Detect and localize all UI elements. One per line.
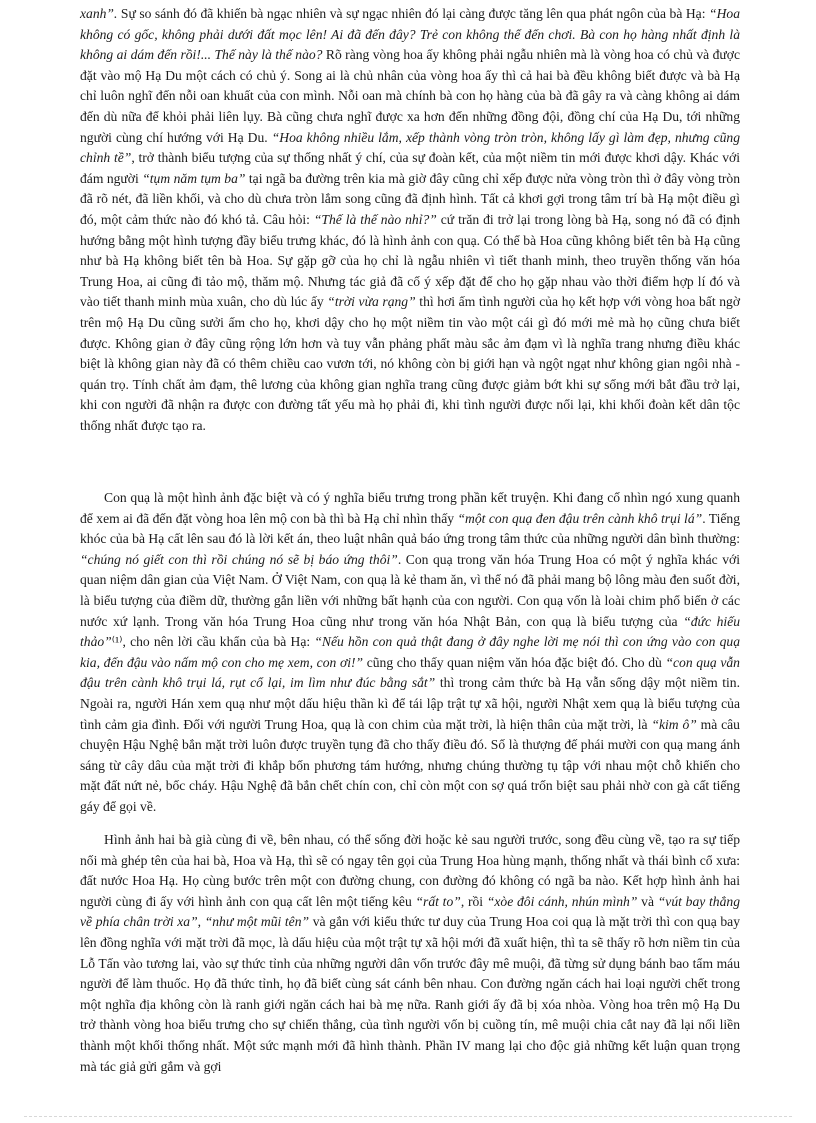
text-run: mà câu chuyện Hậu Nghệ bắn mặt trời luôn được truyền tụng đã cho thấy điều đó. Số là thượng đế phái mười con quạ mang ánh sáng từ cây dâu của mặt trời đi khắp bốn phương tám hướng, nhưng chúng thường tụ tập với nhau một chỗ khiến cho mặt đất nứt nẻ, bốc cháy. Hậu Nghệ đã bắn chết chín con, chỉ còn một con sợ quá trốn biệt sau phải nhờ con gà cất tiếng gáy để gọi về. [80,716,740,814]
italic-quote: “Thế là thế nào nhỉ?” [313,211,437,227]
text-run: , trở thành biểu tượng của sự thống nhất ý chí, của sự đoàn kết, của một niềm tin mới được khơi dậy. Khác với đám người [80,150,740,186]
text-run: cứ trăn đi trở lại trong lòng bà Hạ, song nó đã có định hướng bằng một hình tượng đầy biểu trưng khác, đó là hình ảnh con quạ. Có thể bà Hoa cũng không biết tên bà Hạ cũng như bà Hạ không biết tên bà Hoa. Sự gặp gỡ của họ chỉ là ngẫu nhiên vì tiết thanh minh, theo truyền thống văn hóa Trung Hoa, ai cũng đi tảo mộ, thăm mộ. Nhưng tác giả đã cố ý xếp đặt để cho họ gặp nhau vào thời điểm hợp lí đó và vào tiết thanh minh mùa xuân, cho dù lúc ấy [80,211,741,310]
italic-quote: “rất to” [415,893,461,909]
paragraph-3-text [80,830,740,1077]
text-run: và gắn với kiểu thức tư duy của Trung Hoa coi quạ là mặt trời thì con quạ bay lên đồng nghĩa với mặt trời đã mọc, là dấu hiệu của một trật tự xã hội mới đã xuất hiện, thì ta sẽ thấy rõ hơn niềm tin của Lỗ Tấn vào tương lai, vào sự thức tỉnh của những người dân vốn trước đây mê muội, đã từng sử dụng bánh bao tẩm máu người để làm thuốc. Họ đã thức tỉnh, họ đã biết cùng sát cánh bên nhau. Con đường ngăn cách hai loại người chết trong một nghĩa địa không còn là ranh giới ngăn cách hai bà mẹ nữa. Ranh giới ấy đã bị xóa nhòa. Vòng hoa trên mộ Hạ Du trở thành vòng hoa biểu trưng cho sự chiến thắng, của tình người vốn bị cuồng tín, mê muội chia cắt nay đã lại nối liền thành một khối thống nhất. Một sức mạnh mới đã hình thành. Phần IV mang lại cho độc giả những kết luận quan trọng mà tác giả gửi gắm và gợi [80,914,740,1074]
text-run: tại ngã ba đường trên kia mà giờ đây cũng chỉ xếp được nửa vòng tròn thì ở đây vòng tròn đã rõ nét, đã liền khối, và cho dù chưa tròn lắm song cũng đã định hình. Tất cả khơi gợi trong tâm trí bà Hạ một điều gì đó, một cảm thức nào đó khó tả. Câu hỏi: [80,170,740,227]
text-run: cũng cho thấy quan niệm văn hóa đặc biệt đó. Cho dù [363,654,666,670]
paragraph-1-text [80,4,740,436]
body-paragraph-3 [80,830,740,1077]
text-run: Con quạ là một hình ảnh đặc biệt và có ý nghĩa biểu trưng trong phần kết truyện. Khi đang cố nhìn ngó xung quanh để xem ai đã đến đặt vòng hoa lên mộ con bà thì bà Hạ chỉ nhìn thấy [80,490,740,526]
italic-quote: “trời vừa rạng” [327,294,416,310]
text-run: ⁽¹⁾, cho nên lời cầu khẩn của bà Hạ: [111,634,315,650]
italic-quote: “Hoa không nhiều lắm, xếp thành vòng tròn tròn, không lấy gì làm đẹp, nhưng cũng chỉnh tề” [80,129,740,166]
text-run: và [637,893,658,909]
italic-quote: “như một mũi tên” [204,914,310,930]
italic-quote: “kim ô” [651,716,697,732]
italic-quote: “Nếu hồn con quả thật đang ở đây nghe lời mẹ nói thì con ứng vào con quạ kia, đến đậu vào nấm mộ con cho mẹ xem, con ơi!” [80,634,740,670]
italic-quote: “vút bay thẳng về phía chân trời xa” [80,893,740,930]
text-run: Hình ảnh hai bà già cùng đi về, bên nhau, có thể sống đời hoặc kẻ sau người trước, song đều cùng về, tạo ra sự tiếp nối mà ghép tên của hai bà, Hoa và Hạ, thì sẽ có ngay tên gọi của Trung Hoa hùng mạnh, thống nhất và thái bình cổ xưa: đất nước Hoa Hạ. Họ cùng bước trên một con đường chung, con đường đó không có ngã ba nào. Kết hợp hình ảnh hai người cùng đi ấy với hình ảnh con quạ cất lên một tiếng kêu [80,832,740,909]
italic-quote: “xòe đôi cánh, nhún mình” [486,893,638,909]
text-run: , rồi [460,893,487,909]
italic-quote: “Hoa không có gốc, không phải dưới đất mọc lên! Ai đã đến đây? Trẻ con không thể đến chơi. Bà con họ hàng nhất định là không ai dám đến rồi!... Thế này là thế nào? [80,6,740,63]
italic-quote: “chúng nó giết con thì rồi chúng nó sẽ bị báo ứng thôi” [80,551,398,567]
italic-quote: “tụm năm tụm ba” [142,170,246,186]
italic-quote: “một con quạ đen đậu trên cành khô trụi lá” [457,510,703,526]
italic-quote: “con quạ vẫn đậu trên cành khô trụi lá, rụt cổ lại, im lìm như đúc bằng sắt” [80,654,740,691]
page-bottom-rule [24,1116,792,1117]
text-run: Rõ ràng vòng hoa ấy không phải ngẫu nhiên mà là vòng hoa có chủ và được đặt vào mộ Hạ Du một cách có chủ ý. Song ai là chủ nhân của vòng hoa ấy thì cả hai bà đều không biết được và bà Hạ chỉ luôn nghĩ đến nỗi oan khuất của con mình. Nỗi oan mà chính bà con họ hàng của bà đã gây ra và càng không ai dám đến dù nữa để khỏi phải liên lụy. Bà cũng chưa nghĩ được xa hơn đến những đồng đội, đồng chí của Hạ Du, tới những người cùng chí hướng với Hạ Du. [80,47,740,145]
text-run: thì trong cảm thức bà Hạ vẫn sống dậy một niềm tin. Ngoài ra, người Hán xem quạ như một dấu hiệu thần kì để tái lập trật tự xã hội, người Nhật xem quạ là biểu tượng của tình cảm gia đình. Đối với người Trung Hoa, quạ là con chim của mặt trời, là hiện thân của mặt trời, là [80,675,741,732]
italic-quote: xanh”. [80,6,118,21]
italic-quote: “đức hiếu thảo” [80,613,740,650]
body-paragraph-1 [80,4,740,436]
text-run: . Con quạ trong văn hóa Trung Hoa có một ý nghĩa khác với quan niệm dân gian của Việt Nam. Ở Việt Nam, con quạ là kẻ tham ăn, vì thế nó đã phải mang bộ lông màu đen suốt đời, là biểu tượng của điềm dữ, thường gắn liền với những bất hạnh của con người. Con quạ vốn là loài chim phổ biến ở các nước xứ lạnh. Trong văn hóa Trung Hoa cũng như trong văn hóa Nhật Bản, con quạ là biểu tượng của [80,551,741,629]
text-run: , [197,914,205,930]
body-paragraph-2 [80,488,740,818]
text-run: thì hơi ấm tình người của họ kết hợp với vòng hoa bất ngờ trên mộ Hạ Du cũng sưởi ấm cho họ, khơi dậy cho họ một niềm tin vào một cái gì đó mới mẻ mà họ cũng chưa biết được. Không gian ở đây cũng rộng lớn hơn và tuy vẫn phảng phất màu sắc ảm đạm vì là nghĩa trang nhưng điều khác biệt là không gian này đã có thêm chiều cao vươn tới, nó không còn bị giới hạn và ngột ngạt như không gian ngôi nhà - quán trọ. Tính chất ảm đạm, thê lương của không gian nghĩa trang cũng được giảm bớt khi sự sống mới bắt đầu trở lại, khi con người đã nhận ra được con đường tất yếu mà họ phải đi, khi tình người được nối lại, khi khối đoàn kết dân tộc thống nhất được tạo ra. [80,294,741,433]
paragraph-2-text [80,488,740,818]
text-run: Sự so sánh đó đã khiến bà ngạc nhiên và sự ngạc nhiên đó lại càng được tăng lên qua phát ngôn của bà Hạ: [117,6,710,21]
text-run: . Tiếng khóc của bà Hạ cất lên sau đó là lời kết án, theo luật nhân quả báo ứng trong tâm thức của những người dân bình thường: [80,510,741,547]
